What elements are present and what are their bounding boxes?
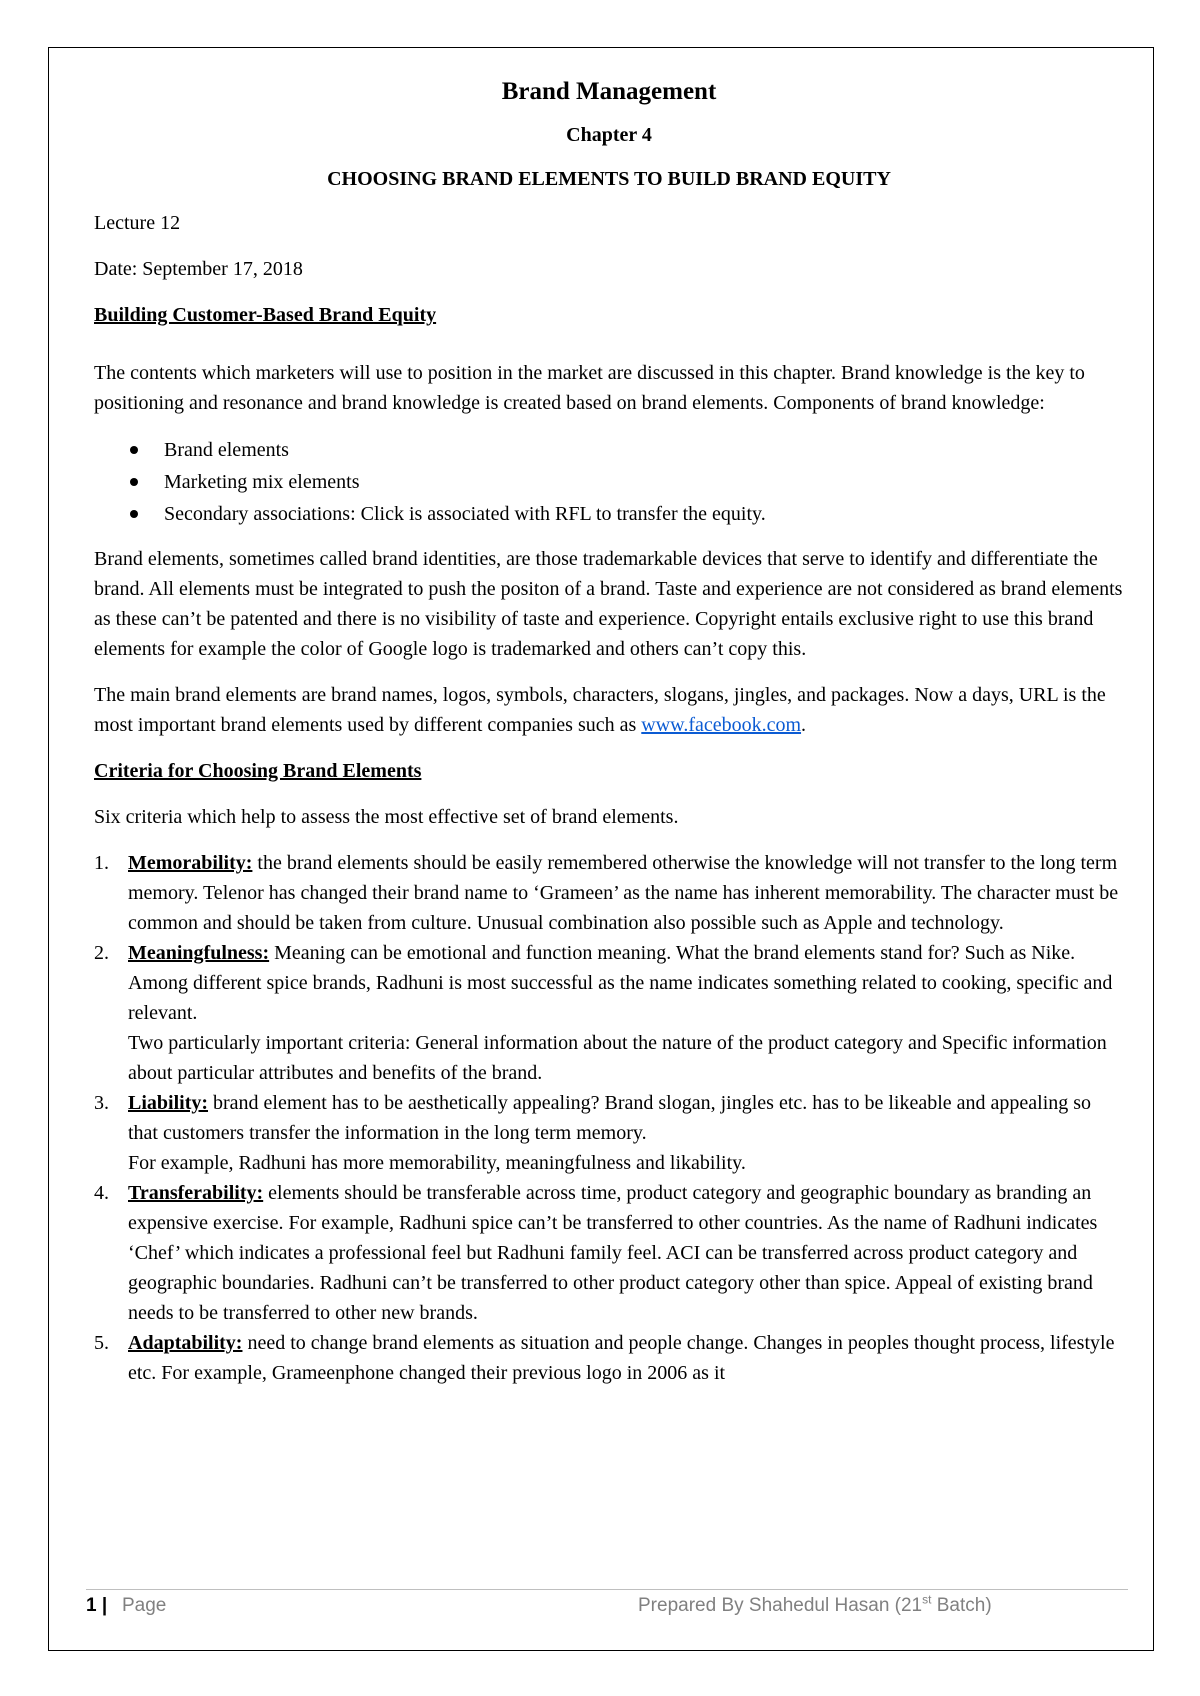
criteria-item-meaningfulness (94, 938, 1124, 1088)
main-brand-elements-paragraph (94, 680, 1124, 740)
page-footer (86, 1592, 1128, 1625)
criteria-item-transferability (94, 1178, 1124, 1328)
criteria-extra: Two particularly important criteria: General information about the nature of the product category and Specific information about particular attributes and benefits of the brand. (128, 1032, 1107, 1084)
prepared-suffix: Batch) (931, 1595, 992, 1616)
criteria-list (94, 848, 1124, 1388)
paragraph-text: The main brand elements are brand names, logos, symbols, characters, slogans, jingles, and packages. Now a days, URL is the most important brand elements used by different companies such as (94, 684, 1106, 736)
section-heading-criteria: Criteria for Choosing Brand Elements (94, 760, 422, 782)
criteria-text: need to change brand elements as situation and people change. Changes in peoples thought process, lifestyle etc. For example, Grameenphone changed their previous logo in 2006 as it (128, 1332, 1115, 1384)
criteria-extra: For example, Radhuni has more memorability, meaningfulness and likability. (128, 1152, 746, 1174)
section-heading-building-cbbe: Building Customer-Based Brand Equity (94, 304, 437, 326)
prepared-superscript: st (922, 1592, 932, 1607)
list-item: Marketing mix elements (164, 466, 1124, 498)
criteria-item-adaptability (94, 1328, 1124, 1388)
brand-knowledge-components-list (94, 434, 1124, 530)
prepared-prefix: Prepared By Shahedul Hasan (21 (638, 1595, 923, 1616)
criteria-item-memorability (94, 848, 1124, 938)
item-number: 5. (94, 1332, 109, 1354)
chapter-title: CHOOSING BRAND ELEMENTS TO BUILD BRAND EQUITY (327, 168, 891, 190)
section1-intro: The contents which marketers will use to position in the market are discussed in this chapter. Brand knowledge is the key to positioning and resonance and brand knowledge is created based on brand elements. Components of brand knowledge: (94, 362, 1085, 414)
item-number: 3. (94, 1092, 109, 1114)
chapter-label: Chapter 4 (566, 124, 652, 146)
paragraph-end: . (801, 714, 807, 736)
page-label: Page (122, 1595, 167, 1616)
item-number: 4. (94, 1182, 109, 1204)
page-number: 1 | (86, 1595, 108, 1616)
criteria-term: Adaptability: (128, 1332, 243, 1354)
facebook-link[interactable]: www.facebook.com (641, 714, 802, 736)
item-number: 2. (94, 942, 109, 964)
criteria-intro: Six criteria which help to assess the most effective set of brand elements. (94, 806, 679, 828)
criteria-text: brand element has to be aesthetically appealing? Brand slogan, jingles etc. has to be likeable and appealing so that customers transfer the information in the long term memory. (128, 1092, 1092, 1144)
criteria-term: Meaningfulness: (128, 942, 270, 964)
criteria-text: Meaning can be emotional and function meaning. What the brand elements stand for? Such as Nike. Among different spice brands, Radhuni is most successful as the name indicates something related to cooking, specific and relevant. (128, 942, 1113, 1024)
criteria-text: elements should be transferable across time, product category and geographic boundary as branding an expensive exercise. For example, Radhuni spice can’t be transferred to other countries. As the name of Radhuni indicates ‘Chef’ which indicates a professional feel but Radhuni family feel. ACI can be transferred across product category and geographic boundaries. Radhuni can’t be transferred to other product category other than spice. Appeal of existing brand needs to be transferred to other new brands. (128, 1182, 1098, 1324)
brand-elements-paragraph: Brand elements, sometimes called brand identities, are those trademarkable devices that serve to identify and differentiate the brand. All elements must be integrated to push the positon of a brand. Taste and experience are not considered as brand elements as these can’t be patented and there is no visibility of taste and experience. Copyright entails exclusive right to use this brand elements for example the color of Google logo is trademarked and others can’t copy this. (94, 548, 1123, 660)
lecture-date: Date: September 17, 2018 (94, 258, 303, 280)
criteria-term: Liability: (128, 1092, 209, 1114)
criteria-item-liability (94, 1088, 1124, 1178)
criteria-text: the brand elements should be easily remembered otherwise the knowledge will not transfer to the long term memory. Telenor has changed their brand name to ‘Grameen’ as the name has inherent memorability. The character must be common and should be taken from culture. Unusual combination also possible such as Apple and technology. (128, 852, 1119, 934)
prepared-by (638, 1592, 992, 1617)
footer-divider (86, 1589, 1128, 1590)
criteria-term: Transferability: (128, 1182, 264, 1204)
list-item: Secondary associations: Click is associated with RFL to transfer the equity. (164, 498, 1124, 530)
list-item: Brand elements (164, 434, 1124, 466)
document-body (94, 66, 1124, 1388)
document-title: Brand Management (501, 78, 717, 105)
lecture-label: Lecture 12 (94, 212, 181, 234)
criteria-term: Memorability: (128, 852, 253, 874)
item-number: 1. (94, 852, 109, 874)
